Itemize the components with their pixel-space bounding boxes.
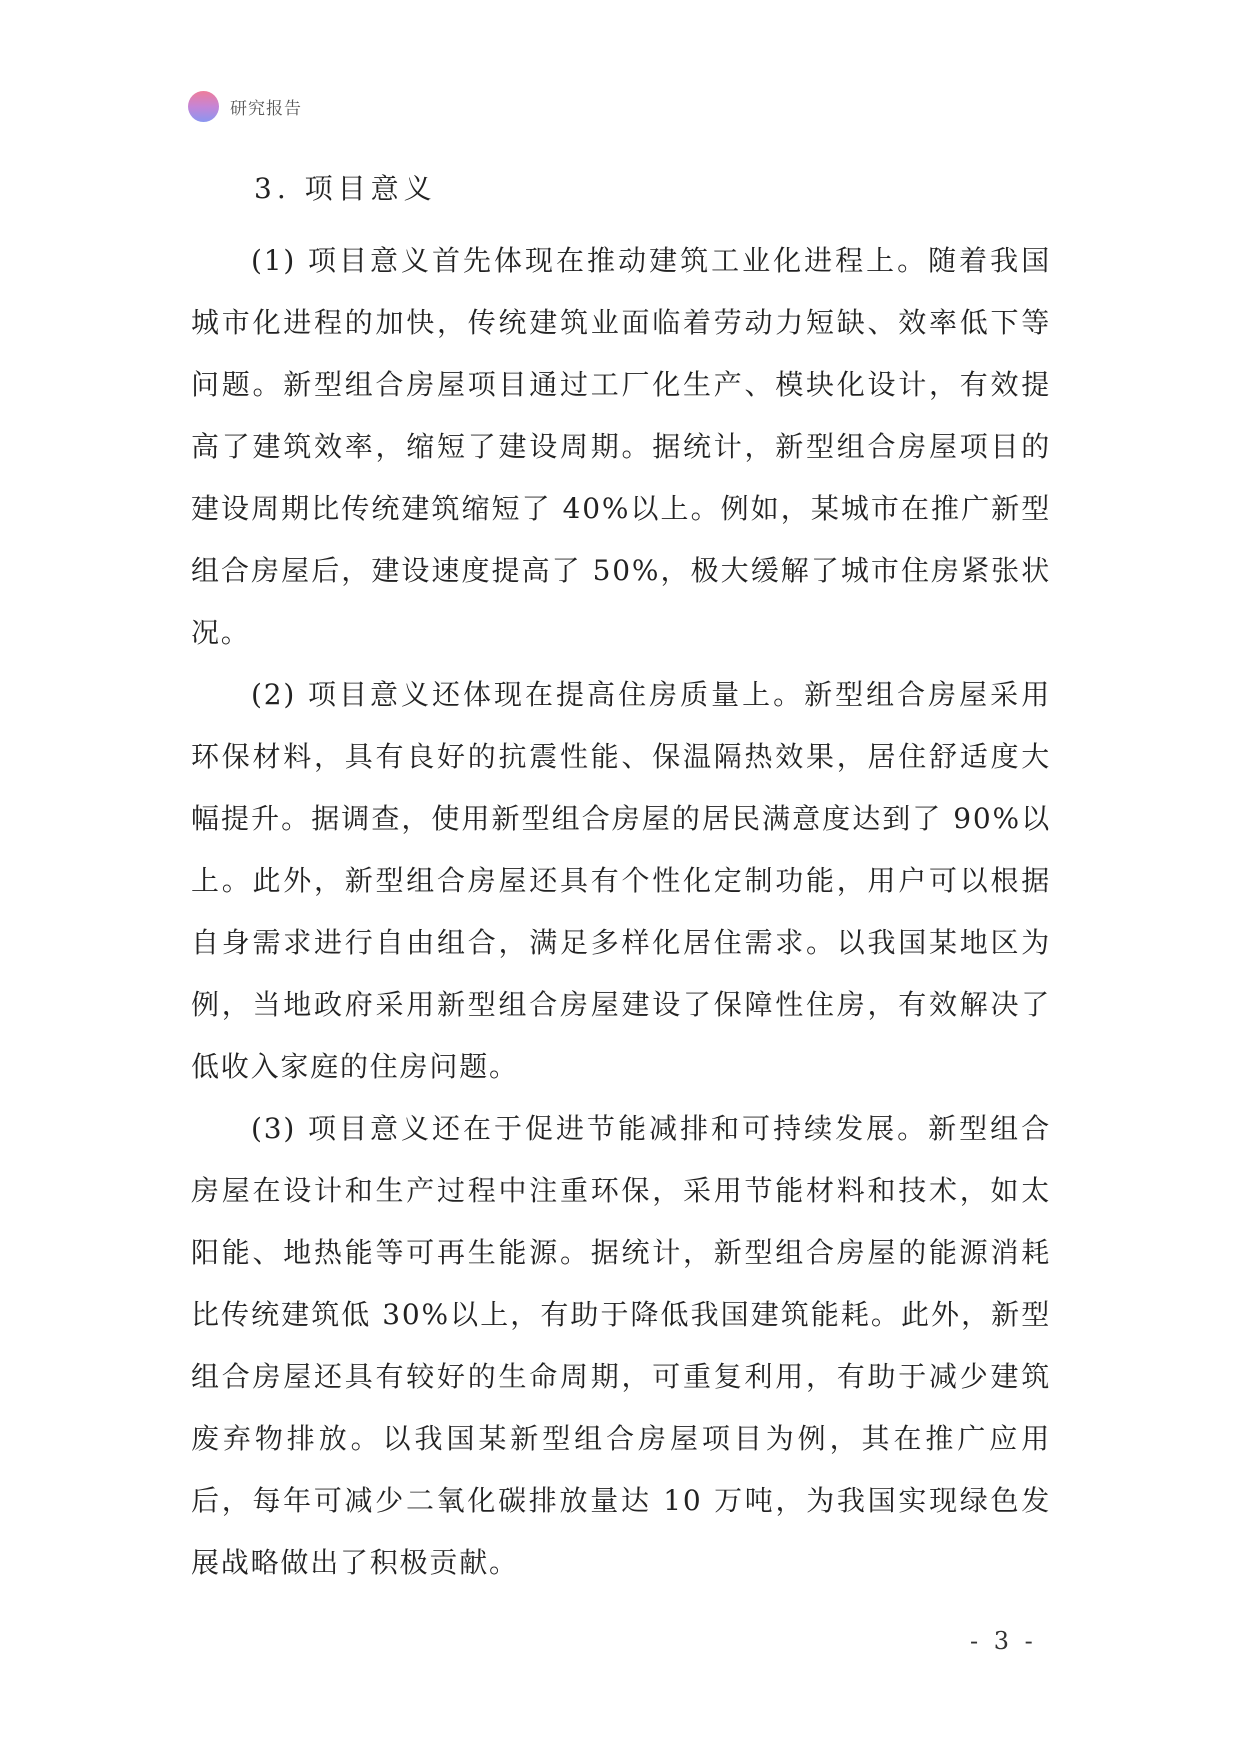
page-number: - 3 - [970,1627,1037,1655]
header-title: 研究报告 [230,98,302,119]
section-heading: 3. 项目意义 [254,172,437,205]
page-header [188,90,302,122]
paragraph-1: (1) 项目意义首先体现在推动建筑工业化进程上。随着我国城市化进程的加快，传统建筑业面临着劳动力短缺、效率低下等问题。新型组合房屋项目通过工厂化生产、模块化设计，有效提高了建筑效率，缩短了建设周期。据统计，新型组合房屋项目的建设周期比传统建筑缩短了 40%以上。例如，某城市在推广新型组合房屋后，建设速度提高了 50%，极大缓解了城市住房紧张状况。 [191,244,1051,649]
paragraph-2: (2) 项目意义还体现在提高住房质量上。新型组合房屋采用环保材料，具有良好的抗震性能、保温隔热效果，居住舒适度大幅提升。据调查，使用新型组合房屋的居民满意度达到了 90%以上。此外，新型组合房屋还具有个性化定制功能，用户可以根据自身需求进行自由组合，满足多样化居住需求。以我国某地区为例，当地政府采用新型组合房屋建设了保障性住房，有效解决了低收入家庭的住房问题。 [191,678,1051,1083]
document-body [191,158,1051,1594]
logo-circle-icon [188,91,219,122]
paragraph-3: (3) 项目意义还在于促进节能减排和可持续发展。新型组合房屋在设计和生产过程中注重环保，采用节能材料和技术，如太阳能、地热能等可再生能源。据统计，新型组合房屋的能源消耗比传统建筑低 30%以上，有助于降低我国建筑能耗。此外，新型组合房屋还具有较好的生命周期，可重复利用，有助于减少建筑废弃物排放。以我国某新型组合房屋项目为例，其在推广应用后，每年可减少二氧化碳排放量达 10 万吨，为我国实现绿色发展战略做出了积极贡献。 [191,1112,1051,1579]
